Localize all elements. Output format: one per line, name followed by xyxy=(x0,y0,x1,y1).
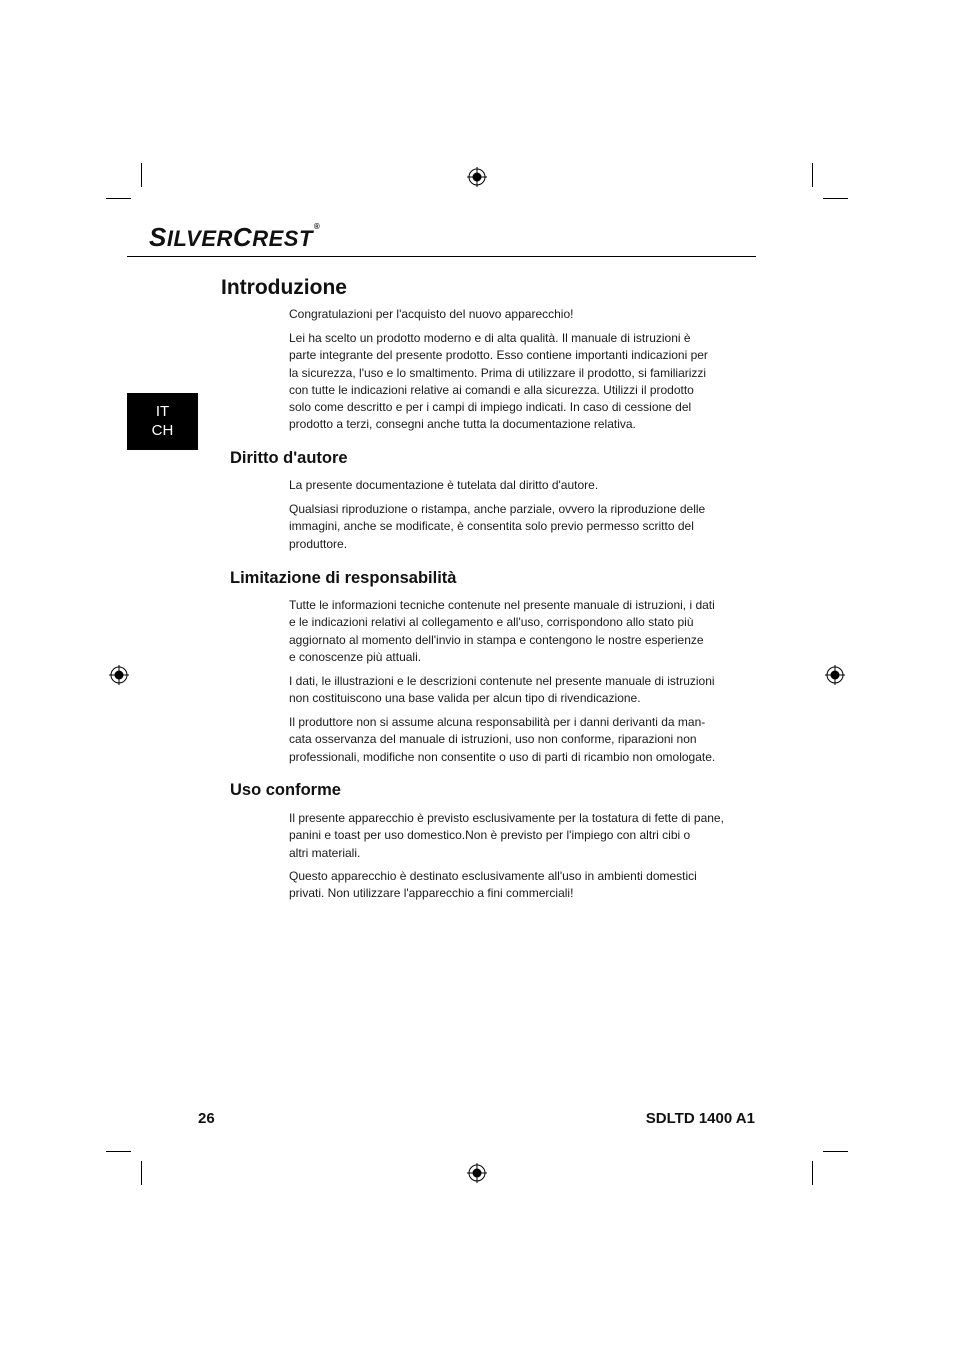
registration-mark-icon xyxy=(825,665,845,685)
registration-mark-icon xyxy=(467,1163,487,1183)
liability-paragraph-1 xyxy=(289,597,735,666)
text-line: e le indicazioni relativi al collegamento e all'uso, corrispondono allo stato più xyxy=(289,615,694,630)
text-line: la sicurezza, l'uso e lo smaltimento. Prima di utilizzare il prodotto, si familiarizzi xyxy=(289,365,707,380)
intro-paragraph-1: Congratulazioni per l'acquisto del nuovo apparecchio! xyxy=(289,307,574,321)
crop-mark xyxy=(823,198,848,199)
crop-mark xyxy=(812,163,813,187)
page-number: 26 xyxy=(198,1110,215,1127)
language-tab xyxy=(127,393,198,450)
header-rule xyxy=(127,256,756,257)
text-line: produttore. xyxy=(289,536,348,551)
text-line: Qualsiasi riproduzione o ristampa, anche parziale, ovvero la riproduzione delle xyxy=(289,502,706,516)
text-line: professionali, modifiche non consentite o uso di parti di ricambio non omologate. xyxy=(289,749,716,764)
text-line: immagini, anche se modificate, è consentita solo previo permesso scritto del xyxy=(289,519,694,534)
section-heading-copyright: Diritto d'autore xyxy=(230,449,348,467)
copyright-paragraph-2 xyxy=(289,501,735,553)
text-line: Lei ha scelto un prodotto moderno e di alta qualità. Il manuale di istruzioni è xyxy=(289,331,691,345)
model-number: SDLTD 1400 A1 xyxy=(645,1110,755,1127)
crop-mark xyxy=(106,1151,131,1152)
text-line: solo come descritto e per i campi di impiego indicati. In caso di cessione del xyxy=(289,400,692,415)
crop-mark xyxy=(106,198,131,199)
text-line: non costituiscono una base valida per alcun tipo di rivendicazione. xyxy=(289,691,641,706)
text-line: con tutte le indicazioni relative ai comandi e alla sicurezza. Utilizzi il prodotto xyxy=(289,382,694,397)
copyright-paragraph-1: La presente documentazione è tutelata dal diritto d'autore. xyxy=(289,478,599,492)
text-line: Il presente apparecchio è previsto esclusivamente per la tostatura di fette di pane, xyxy=(289,811,724,825)
crop-mark xyxy=(823,1151,848,1152)
text-line: altri materiali. xyxy=(289,845,361,860)
section-heading-intended-use: Uso conforme xyxy=(230,781,341,799)
text-line: Tutte le informazioni tecniche contenute nel presente manuale di istruzioni, i dati xyxy=(289,598,715,612)
text-line: panini e toast per uso domestico.Non è previsto per l'impiego con altri cibi o xyxy=(289,828,691,843)
section-heading-liability: Limitazione di responsabilità xyxy=(230,569,457,587)
text-line: Questo apparecchio è destinato esclusivamente all'uso in ambienti domestici xyxy=(289,869,697,883)
text-line: I dati, le illustrazioni e le descrizioni contenute nel presente manuale di istruzioni xyxy=(289,674,715,688)
intro-paragraph-2 xyxy=(289,330,735,434)
liability-paragraph-3 xyxy=(289,714,735,766)
text-line: privati. Non utilizzare l'apparecchio a fini commerciali! xyxy=(289,886,574,901)
crop-mark xyxy=(141,1161,142,1185)
liability-paragraph-2 xyxy=(289,673,735,708)
intended-use-paragraph-1 xyxy=(289,810,735,862)
text-line: Il produttore non si assume alcuna responsabilità per i danni derivanti da man- xyxy=(289,715,706,729)
text-line: cata osservanza del manuale di istruzioni, uso non conforme, riparazioni non xyxy=(289,732,697,747)
language-code-it: IT xyxy=(155,403,170,420)
text-line: aggiornato al momento dell'invio in stampa e contengono le nostre esperienze xyxy=(289,632,704,647)
silvercrest-logo: SILVERCREST® xyxy=(149,222,321,252)
text-line: prodotto a terzi, consegni anche tutta la documentazione relativa. xyxy=(289,417,636,432)
crop-mark xyxy=(141,163,142,187)
text-line: e conoscenze più attuali. xyxy=(289,649,422,664)
registration-mark-icon xyxy=(467,167,487,187)
crop-mark xyxy=(812,1161,813,1185)
page-title: Introduzione xyxy=(221,276,347,299)
registration-mark-icon xyxy=(109,665,129,685)
text-line: parte integrante del presente prodotto. Esso contiene importanti indicazioni per xyxy=(289,348,708,363)
intended-use-paragraph-2 xyxy=(289,868,735,903)
language-code-ch: CH xyxy=(151,422,174,439)
